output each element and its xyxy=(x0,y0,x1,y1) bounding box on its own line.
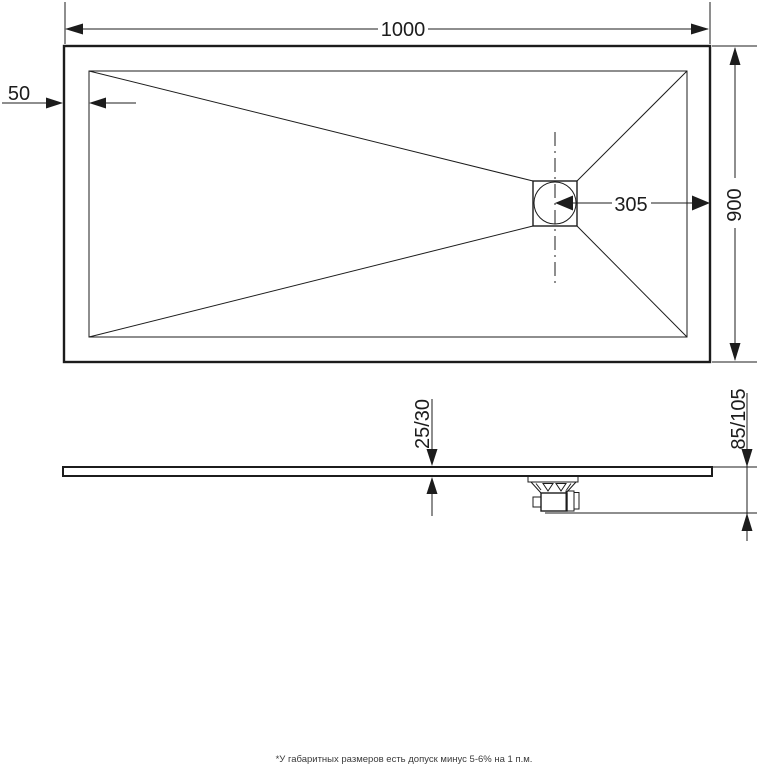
side-slab xyxy=(63,467,712,476)
dim-label-thickness: 25/30 xyxy=(412,398,434,450)
tray-outer-edge xyxy=(64,46,710,362)
tolerance-footnote: *У габаритных размеров есть допуск минус 5-6% на 1 п.м. xyxy=(275,754,533,765)
dim-label-rim: 50 xyxy=(7,83,31,105)
top-view xyxy=(2,2,757,362)
dim-label-depth: 900 xyxy=(724,188,746,222)
dim-label-width: 1000 xyxy=(380,19,426,41)
dim-label-overall-height: 85/105 xyxy=(728,388,750,450)
dim-label-drain-offset: 305 xyxy=(614,194,648,216)
